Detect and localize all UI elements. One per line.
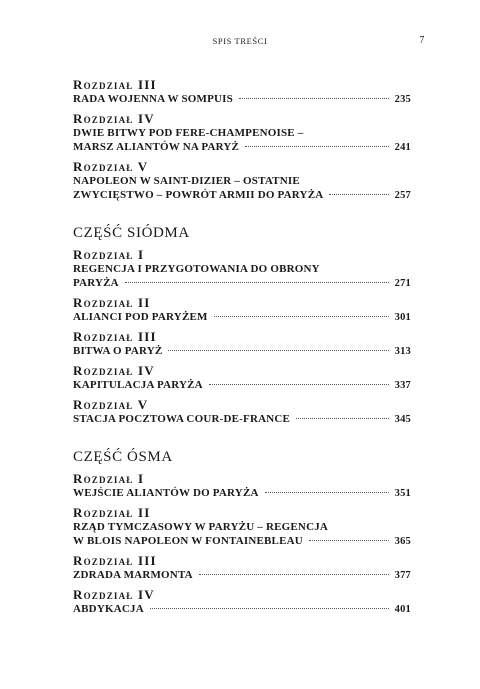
page-number: 7 — [419, 35, 425, 46]
chapter-label: Rozdział IV — [73, 587, 155, 602]
table-of-contents — [73, 77, 411, 621]
dot-leader — [214, 315, 389, 317]
chapter-title-text: ALIANCI POD PARYŻEM — [73, 311, 208, 323]
page-ref: 401 — [394, 604, 411, 615]
toc-entry[interactable] — [73, 159, 411, 202]
dot-leader — [239, 97, 389, 99]
chapter-label: Rozdział III — [73, 553, 157, 568]
page-ref: 345 — [394, 414, 411, 425]
chapter-title-line — [73, 276, 411, 290]
chapter-title-text: W BLOIS NAPOLEON W FONTAINEBLEAU — [73, 535, 303, 547]
chapter-title-text: ZWYCIĘSTWO – POWRÓT ARMII DO PARYŻA — [73, 189, 324, 201]
chapter-title-line — [73, 486, 411, 500]
toc-entry[interactable] — [73, 111, 411, 154]
page-ref: 337 — [394, 380, 411, 391]
dot-leader — [199, 573, 389, 575]
chapter-title-text: ZDRADA MARMONTA — [73, 569, 193, 581]
chapter-title-text: PARYŻA — [73, 277, 119, 289]
chapter-title-line — [73, 174, 411, 188]
toc-entry[interactable] — [73, 295, 411, 324]
page-ref: 257 — [394, 190, 411, 201]
dot-leader — [245, 145, 389, 147]
page-ref: 271 — [394, 278, 411, 289]
toc-entry[interactable] — [73, 505, 411, 548]
chapter-title-text: KAPITULACJA PARYŻA — [73, 379, 203, 391]
toc-entry[interactable] — [73, 363, 411, 392]
dot-leader — [296, 417, 389, 419]
chapter-title-line — [73, 520, 411, 534]
chapter-label: Rozdział II — [73, 505, 151, 520]
chapter-title-text: WEJŚCIE ALIANTÓW DO PARYŻA — [73, 487, 259, 499]
running-header-title: SPIS TREŚCI — [212, 36, 268, 46]
part-heading: CZĘŚĆ ÓSMA — [73, 449, 173, 465]
part-heading: CZĘŚĆ SIÓDMA — [73, 225, 190, 241]
toc-entry[interactable] — [73, 587, 411, 616]
chapter-label: Rozdział IV — [73, 363, 155, 378]
chapter-title-line — [73, 344, 411, 358]
chapter-label: Rozdział I — [73, 471, 145, 486]
page-ref: 377 — [394, 570, 411, 581]
chapter-title-text: BITWA O PARYŻ — [73, 345, 163, 357]
chapter-label: Rozdział II — [73, 295, 151, 310]
dot-leader — [150, 607, 389, 609]
chapter-title-text: DWIE BITWY POD FERE-CHAMPENOISE – — [73, 127, 304, 139]
chapter-title-line — [73, 412, 411, 426]
chapter-title-line — [73, 534, 411, 548]
chapter-label: Rozdział III — [73, 329, 157, 344]
page-ref: 365 — [394, 536, 411, 547]
toc-entry[interactable] — [73, 247, 411, 290]
chapter-title-text: REGENCJA I PRZYGOTOWANIA DO OBRONY — [73, 263, 320, 275]
chapter-label: Rozdział I — [73, 247, 145, 262]
page-ref: 241 — [394, 142, 411, 153]
chapter-title-line — [73, 188, 411, 202]
dot-leader — [125, 281, 389, 283]
chapter-title-line — [73, 378, 411, 392]
chapter-title-line — [73, 140, 411, 154]
chapter-title-line — [73, 126, 411, 140]
chapter-title-line — [73, 310, 411, 324]
chapter-label: Rozdział III — [73, 77, 157, 92]
chapter-label: Rozdział V — [73, 159, 149, 174]
dot-leader — [309, 539, 389, 541]
chapter-title-text: ABDYKACJA — [73, 603, 144, 615]
toc-entry[interactable] — [73, 471, 411, 500]
chapter-title-line — [73, 262, 411, 276]
chapter-title-line — [73, 568, 411, 582]
dot-leader — [265, 491, 389, 493]
chapter-title-line — [73, 602, 411, 616]
chapter-title-text: RADA WOJENNA W SOMPUIS — [73, 93, 233, 105]
chapter-title-text: RZĄD TYMCZASOWY W PARYŻU – REGENCJA — [73, 521, 329, 533]
chapter-title-line — [73, 92, 411, 106]
chapter-title-text: MARSZ ALIANTÓW NA PARYŻ — [73, 141, 240, 153]
dot-leader — [209, 383, 389, 385]
chapter-label: Rozdział IV — [73, 111, 155, 126]
running-header — [0, 36, 480, 50]
toc-entry[interactable] — [73, 397, 411, 426]
toc-entry[interactable] — [73, 329, 411, 358]
toc-entry[interactable] — [73, 553, 411, 582]
chapter-title-text: NAPOLEON W SAINT-DIZIER – OSTATNIE — [73, 175, 300, 187]
page-ref: 235 — [394, 94, 411, 105]
page-ref: 301 — [394, 312, 411, 323]
page-ref: 313 — [394, 346, 411, 357]
chapter-label: Rozdział V — [73, 397, 149, 412]
page-ref: 351 — [394, 488, 411, 499]
dot-leader — [168, 349, 388, 351]
toc-entry[interactable] — [73, 77, 411, 106]
chapter-title-text: STACJA POCZTOWA COUR-DE-FRANCE — [73, 413, 291, 425]
dot-leader — [329, 193, 388, 195]
